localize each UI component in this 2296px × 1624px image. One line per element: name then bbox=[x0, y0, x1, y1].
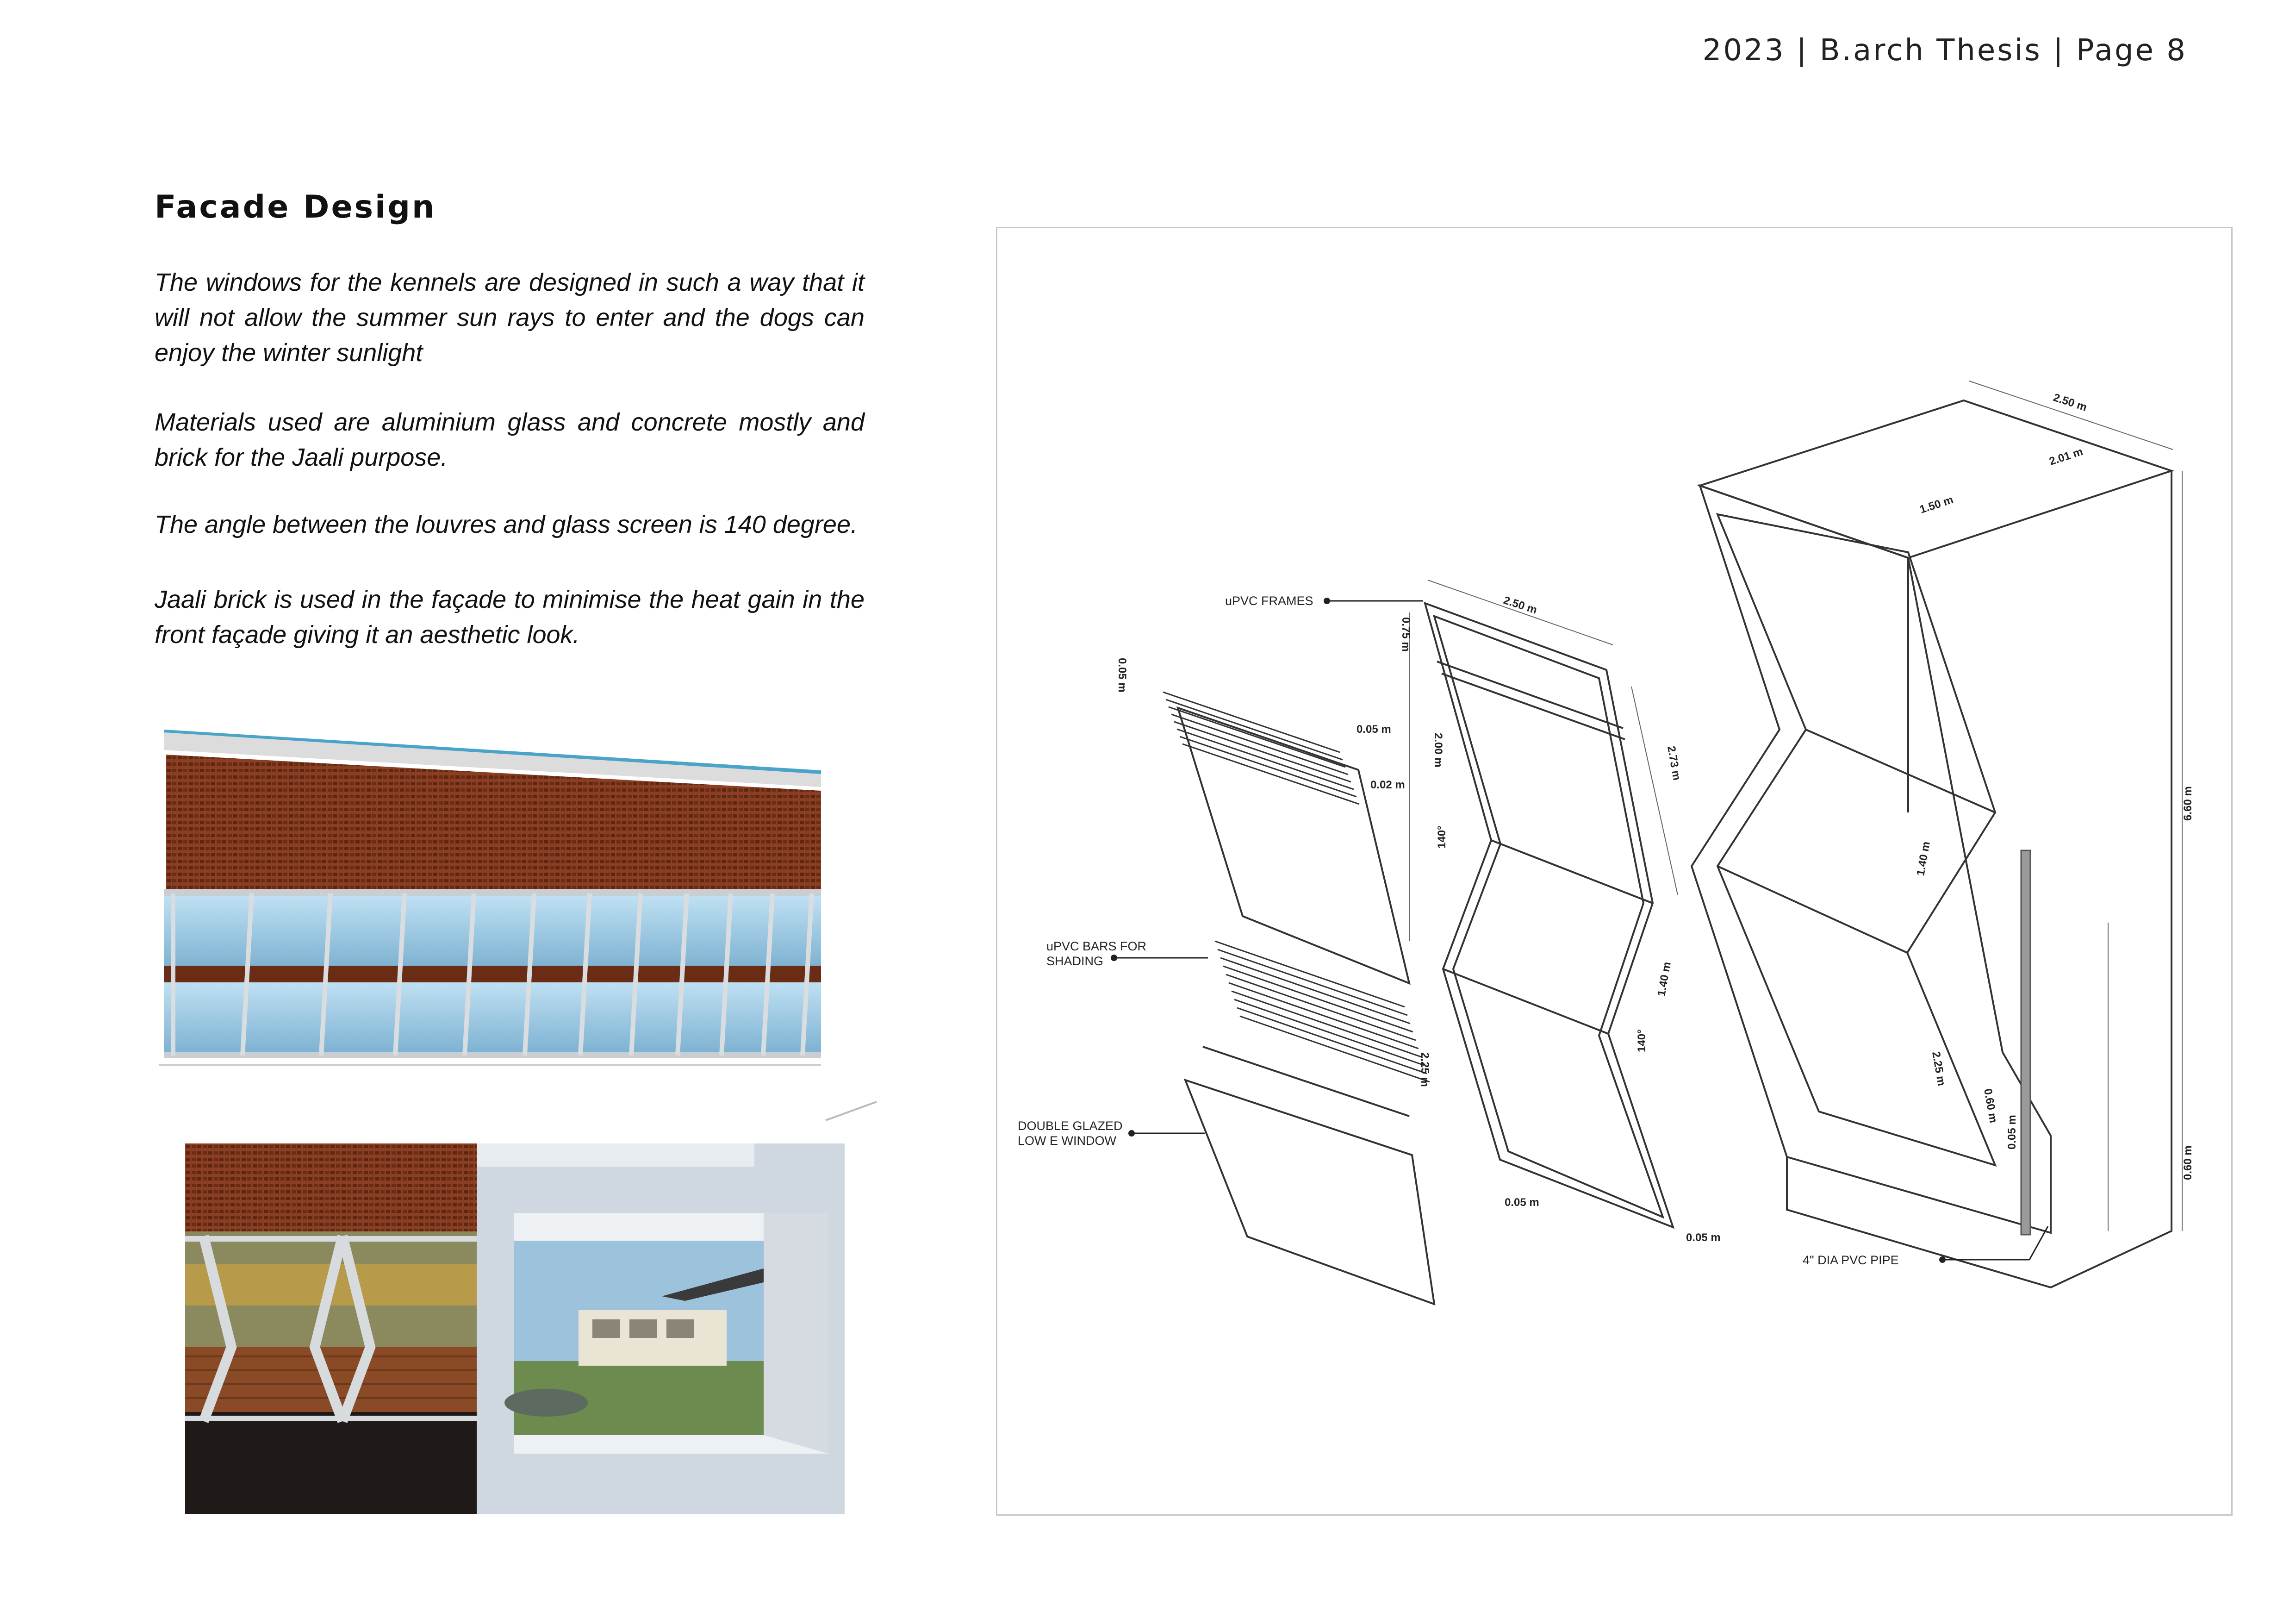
paragraph-3: The angle between the louvres and glass screen is 140 degree. bbox=[155, 511, 858, 538]
dim-0-05-b: 0.05 m bbox=[1356, 723, 1391, 736]
dim-1-40-frame: 1.40 m bbox=[1655, 961, 1674, 998]
dim-0-60-a: 0.60 m bbox=[1981, 1087, 2000, 1124]
dim-0-02: 0.02 m bbox=[1370, 779, 1405, 791]
label-upvc-bars-line2: SHADING bbox=[1046, 954, 1104, 968]
label-double-glazed-line1: DOUBLE GLAZED bbox=[1018, 1119, 1123, 1133]
dim-2-00: 2.00 m bbox=[1432, 733, 1444, 768]
facade-technical-diagram bbox=[996, 227, 2233, 1516]
paragraph-2: Materials used are aluminium glass and concrete mostly and brick for the Jaali purpose. bbox=[155, 408, 865, 471]
angle-140-upper: 140° bbox=[1436, 825, 1448, 849]
label-pvc-pipe: 4" DIA PVC PIPE bbox=[1803, 1253, 1899, 1267]
dim-0-05-c: 0.05 m bbox=[1505, 1196, 1539, 1209]
section-title: Facade Design bbox=[155, 189, 436, 225]
dim-0-75: 0.75 m bbox=[1400, 617, 1412, 652]
label-upvc-bars-line1: uPVC BARS FOR bbox=[1046, 939, 1147, 953]
dim-0-60-b: 0.60 m bbox=[2182, 1145, 2194, 1180]
dim-0-05-a: 0.05 m bbox=[1116, 658, 1128, 693]
dim-2-01: 2.01 m bbox=[2047, 445, 2084, 468]
window-closeup-image bbox=[185, 1143, 477, 1514]
label-upvc-frames: uPVC FRAMES bbox=[1225, 594, 1313, 608]
paragraph-4: Jaali brick is used in the façade to minimise the heat gain in the front façade giving it an aesthetic look. bbox=[155, 586, 865, 649]
paragraph-1: The windows for the kennels are designed in such a way that it will not allow the summer sun rays to enter and the dogs can enjoy the winter sunlight bbox=[155, 269, 865, 367]
dim-6-60: 6.60 m bbox=[2182, 786, 2194, 821]
label-double-glazed-line2: LOW E WINDOW bbox=[1018, 1134, 1116, 1148]
angle-140-lower: 140° bbox=[1636, 1029, 1648, 1052]
dim-2-25-panel: 2.25 m bbox=[1419, 1052, 1431, 1087]
page-header: 2023 | B.arch Thesis | Page 8 bbox=[1702, 33, 2187, 68]
dim-2-50-frame: 2.50 m bbox=[1502, 594, 1539, 617]
dim-1-50: 1.50 m bbox=[1918, 493, 1955, 516]
dim-2-25-box: 2.25 m bbox=[1929, 1050, 1948, 1087]
dim-2-73: 2.73 m bbox=[1665, 745, 1683, 781]
dim-0-05-d: 0.05 m bbox=[1686, 1231, 1721, 1244]
dim-2-50-top: 2.50 m bbox=[2052, 391, 2089, 414]
dim-1-40-box: 1.40 m bbox=[1914, 840, 1933, 877]
facade-render-image bbox=[155, 722, 877, 1130]
dim-0-05-e: 0.05 m bbox=[2006, 1115, 2018, 1149]
interior-view-image bbox=[477, 1143, 845, 1514]
